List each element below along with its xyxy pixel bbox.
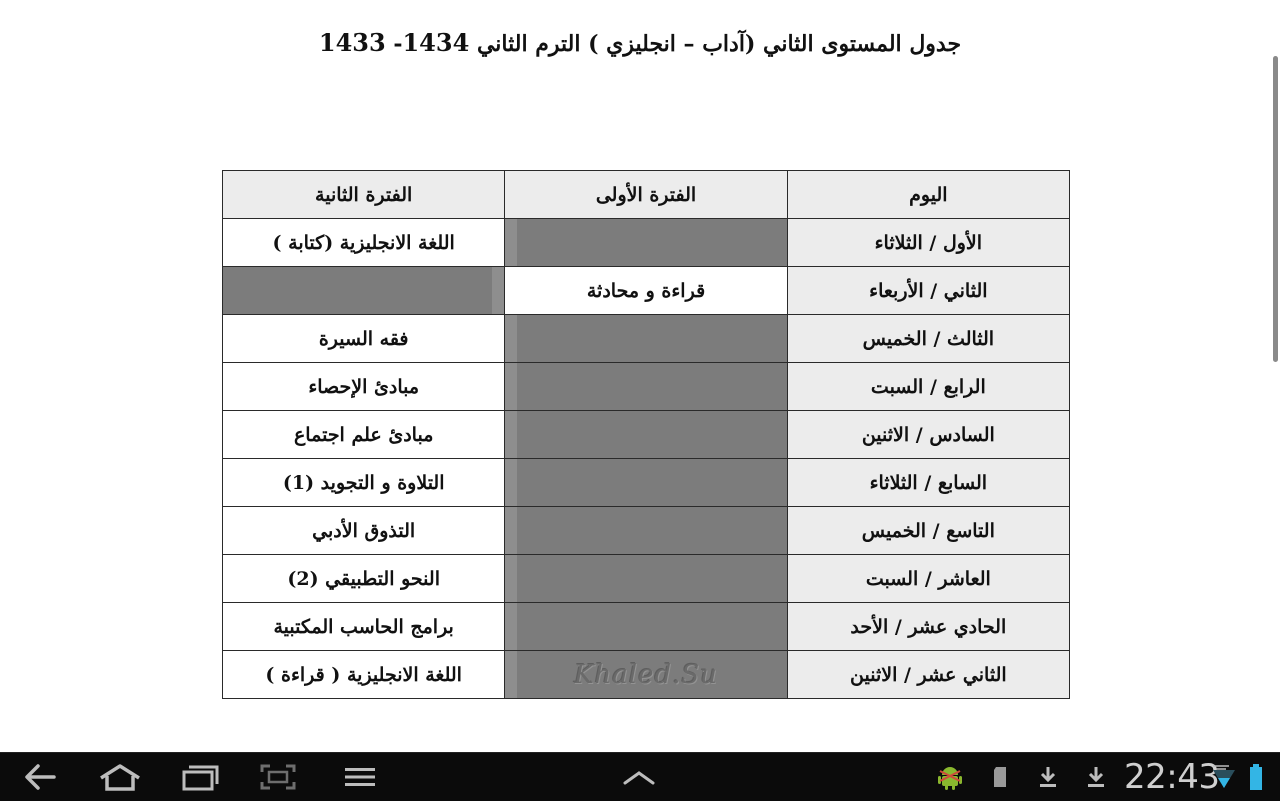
year-start: 1434 — [402, 28, 470, 57]
notifications-expand-button[interactable] — [609, 753, 669, 801]
period1-cell-empty — [505, 219, 787, 267]
period2-cell: مبادئ علم اجتماع — [223, 411, 505, 459]
day-cell: الرابع / السبت — [787, 363, 1069, 411]
period1-cell-empty — [505, 603, 787, 651]
period1-cell-empty — [505, 315, 787, 363]
wifi-icon — [1211, 764, 1237, 790]
table-row — [223, 507, 1070, 555]
title-text: جدول المستوى الثاني (آداب – انجليزي ) الترم الثاني — [476, 31, 962, 57]
day-cell: الثاني عشر / الاثنين — [787, 651, 1069, 699]
download-notification-2[interactable] — [1066, 753, 1126, 801]
period1-cell-empty — [505, 363, 787, 411]
schedule-table — [222, 170, 1070, 699]
period1-cell-empty — [505, 507, 787, 555]
header-day: اليوم — [787, 171, 1069, 219]
period2-cell: اللغة الانجليزية ( قراءة ) — [223, 651, 505, 699]
back-button[interactable] — [10, 753, 70, 801]
table-row — [223, 555, 1070, 603]
period1-cell-empty — [505, 459, 787, 507]
battery-icon — [1248, 762, 1264, 792]
menu-button[interactable] — [330, 753, 390, 801]
table-row — [223, 267, 1070, 315]
year-separator: - — [385, 31, 403, 57]
period1-cell-watermark — [505, 651, 787, 699]
period1-cell: قراءة و محادثة — [505, 267, 787, 315]
table-row — [223, 315, 1070, 363]
download-icon — [1037, 764, 1059, 790]
header-period2: الفترة الثانية — [223, 171, 505, 219]
home-icon — [97, 762, 143, 792]
year-end: 1433 — [318, 28, 386, 57]
download-icon — [1085, 764, 1107, 790]
android-debug-icon — [937, 763, 963, 791]
scrollbar[interactable] — [1273, 56, 1278, 362]
period1-cell-empty — [505, 411, 787, 459]
table-row — [223, 363, 1070, 411]
screenshot-button[interactable] — [248, 753, 308, 801]
period2-cell: مبادئ الإحصاء — [223, 363, 505, 411]
home-button[interactable] — [90, 753, 150, 801]
battery-status[interactable] — [1236, 753, 1276, 801]
system-navigation-bar — [0, 752, 1280, 801]
header-row — [223, 171, 1070, 219]
watermark-text: Khaled.Su — [574, 659, 718, 690]
status-clock[interactable]: 22:43 — [1124, 757, 1220, 797]
day-cell: الحادي عشر / الأحد — [787, 603, 1069, 651]
recent-apps-button[interactable] — [170, 753, 230, 801]
table-row — [223, 651, 1070, 699]
period2-cell: النحو التطبيقي (2) — [223, 555, 505, 603]
day-cell: العاشر / السبت — [787, 555, 1069, 603]
period2-cell: التلاوة و التجويد (1) — [223, 459, 505, 507]
period1-cell-empty — [505, 555, 787, 603]
table-row — [223, 411, 1070, 459]
chevron-up-icon — [622, 767, 656, 787]
menu-icon — [343, 764, 377, 790]
period2-cell: اللغة الانجليزية (كتابة ) — [223, 219, 505, 267]
back-icon — [22, 762, 58, 792]
day-cell: الثالث / الخميس — [787, 315, 1069, 363]
sim-card-icon — [990, 764, 1010, 790]
screenshot-icon — [258, 762, 298, 792]
table-row — [223, 603, 1070, 651]
day-cell: السادس / الاثنين — [787, 411, 1069, 459]
period2-cell-empty — [223, 267, 505, 315]
table-row — [223, 459, 1070, 507]
day-cell: الأول / الثلاثاء — [787, 219, 1069, 267]
period2-cell: التذوق الأدبي — [223, 507, 505, 555]
document-title — [0, 28, 1280, 57]
header-period1: الفترة الأولى — [505, 171, 787, 219]
period2-cell: برامج الحاسب المكتبية — [223, 603, 505, 651]
recent-apps-icon — [180, 762, 220, 792]
day-cell: الثاني / الأربعاء — [787, 267, 1069, 315]
period2-cell: فقه السيرة — [223, 315, 505, 363]
day-cell: التاسع / الخميس — [787, 507, 1069, 555]
day-cell: السابع / الثلاثاء — [787, 459, 1069, 507]
table-row — [223, 219, 1070, 267]
